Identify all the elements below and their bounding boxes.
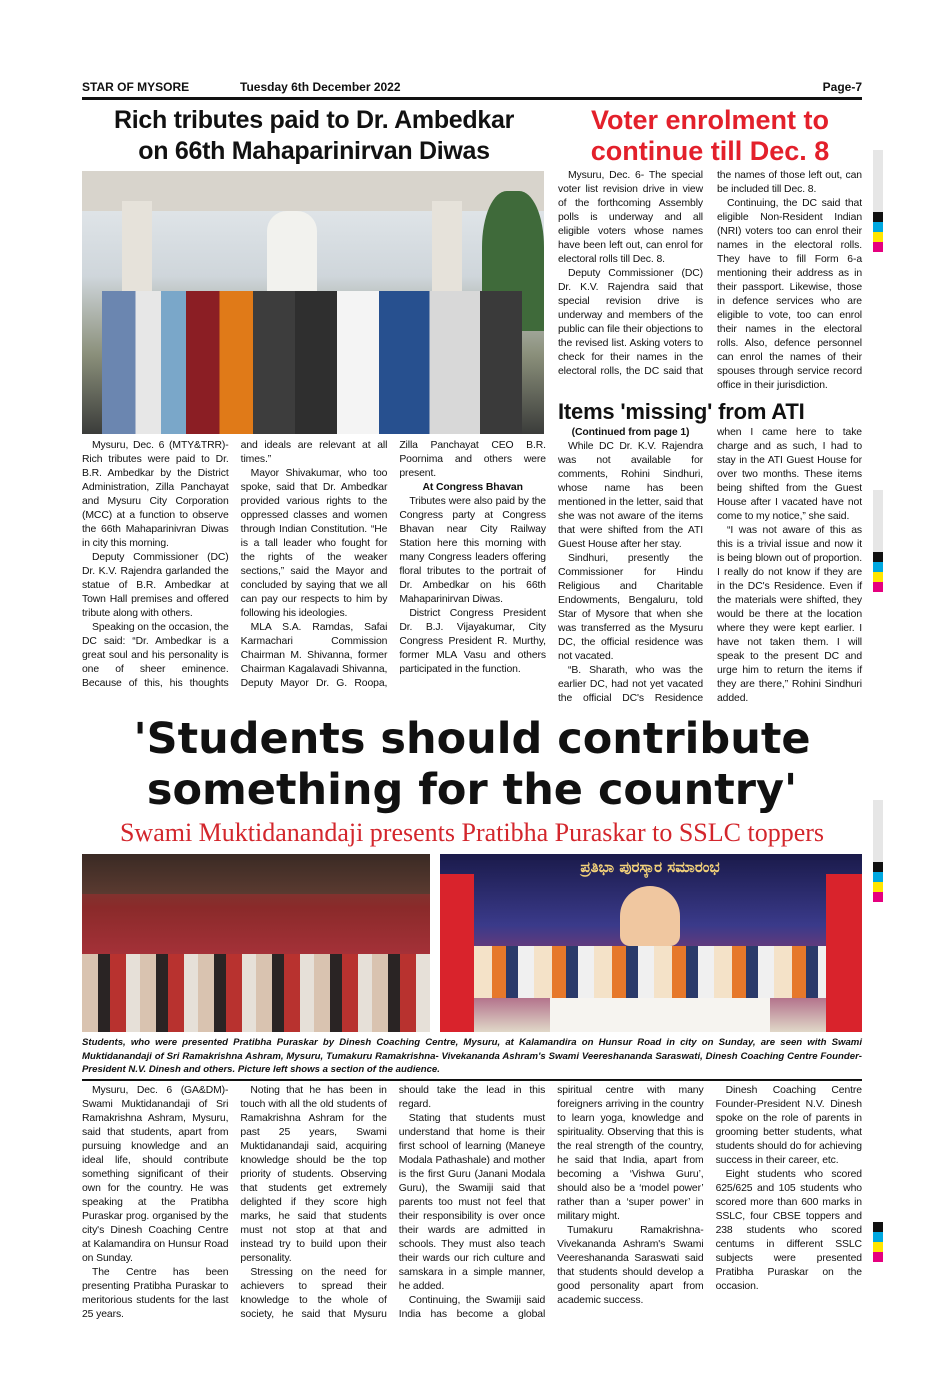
- print-registration-marks: [873, 150, 883, 252]
- article-paragraph: Mysuru, Dec. 6 (MTY&TRR)- Rich tributes were paid to Dr. B.R. Ambedkar by the District Administration, Zilla Panchayat and Mysuru City Corporation (MCC) at a function to observe the 66th Mahaparinivran Diwas in city this morning.: [82, 440, 229, 549]
- headline-line: continue till Dec. 8: [590, 136, 830, 166]
- article-paragraph: Dinesh Coaching Centre Founder-President N.V. Dinesh spoke on the role of parents in grooming better students, what students should do for achieving success in their career, etc.: [715, 1084, 862, 1166]
- print-registration-marks: [873, 1222, 883, 1262]
- voter-article-body: [558, 169, 862, 393]
- article-paragraph: Eight students who scored 625/625 and 105 students who scored more than 600 marks in SSLC, four CBSE toppers and 238 students who scored centums in different SSLC subjects were presented Pratibha Puraskar on the occasion.: [715, 1168, 862, 1292]
- ati-headline: Items 'missing' from ATI: [558, 399, 805, 424]
- article-paragraph: Tumakuru Ramakrishna-Vivekananda Ashram's Swami Veereshananda Saraswati said that students should develop a good personality apart from academic success.: [557, 1224, 704, 1306]
- page-number: Page-7: [822, 80, 862, 94]
- article-paragraph: Stating that students must understand that home is their first school of learning (Maneye Modala Pathashale) and mother is the first Guru (Janani Modala Guru), the Swamiji said that parents too must not feel that their responsibility is over once their wards are admitted in schools. They must also teach their wards our rich culture and samskara in a simple manner, he added.: [398, 1112, 546, 1292]
- photo-caption: Students, who were presented Pratibha Puraskar by Dinesh Coaching Centre, Mysuru, at Kalamandira on Hunsur Road in city on Sunday, are seen with Swami Muktidanandaji of Sri Ramakrishna Ashram, Mysuru, Tumakuru Ramakrishna- Vivekananda Ashram's Swami Veereshananda Saraswati, Dinesh Coaching Centre Founder-President N.V. Dinesh and others. Picture left shows a section of the audience.: [82, 1037, 862, 1075]
- article-paragraph: Speaking on the occasion, the DC said: “Dr. Ambedkar is a great soul and his personality is one of sheer eminence. Because of this, his thoughts and ideals are relevant at all times.”: [82, 440, 388, 689]
- ambedkar-article-body: [82, 439, 546, 691]
- article-paragraph: Deputy Commissioner (DC) Dr. K.V. Rajendra said that special revision drive is underway and members of the public can file their objections to the revised list. Asking voters to check for their names in the electoral rolls, the DC said that the names of those left out, can be included till Dec. 8.: [558, 170, 862, 377]
- print-registration-marks: [873, 490, 883, 592]
- voter-headline: [558, 105, 862, 167]
- article-paragraph: “B. Sharath, who was the earlier DC, had not yet vacated the official DC's Residence when I came here to take charge and as such, I had to stay in the ATI Guest House for over two months. These items being shifted from the Guest House after I vacated have not come to my notice,” she said.: [558, 427, 862, 704]
- article-paragraph: District Congress President Dr. B.J. Vijayakumar, City Congress President R. Murthy, former MLA Vasu and others participated in the function.: [399, 608, 546, 675]
- issue-date: Tuesday 6th December 2022: [240, 80, 401, 94]
- headline-line: Rich tributes paid to Dr. Ambedkar: [113, 106, 515, 134]
- article-paragraph: MLA S.A. Ramdas, Safai Karmachari Commission Chairman M. Shivanna, former Chairman Kagalavadi Shivanna, Deputy Mayor Dr. G. Roopa, Zilla Panchayat CEO B.R. Poornima and others were present.: [240, 440, 546, 689]
- headline-line: 'Students should contribute: [133, 714, 811, 764]
- right-column: [558, 105, 862, 706]
- ambedkar-headline: [82, 105, 546, 167]
- article-paragraph: While DC Dr. K.V. Rajendra was not available for comments, Rohini Sindhuri, whose name has been mentioned in the letter, said that she was not aware of the items that were shifted from the ATI Guest House after her stay.: [558, 441, 703, 550]
- article-paragraph: Stressing on the need for achievers to spread their knowledge to the whole of society, he said that Mysuru should take the lead in this regard.: [240, 1084, 546, 1320]
- print-registration-marks: [873, 800, 883, 902]
- headline-line: Voter enrolment to: [590, 105, 830, 135]
- stage-banner-text: ಪ್ರತಿಭಾ ಪುರಸ್ಕಾರ ಸಮಾರಂಭ: [580, 858, 720, 876]
- article-paragraph: Mysuru, Dec. 6 (GA&DM)- Swami Muktidanandaji of Sri Ramakrishna Ashram, Mysuru, said that students, apart from pursuing knowledge and an ideal life, should contribute something significant of their own for the country. He was speaking at the Pratibha Puraskar prog. organised by the city's Dinesh Coaching Centre at Kalamandira on Hunsur Road on Sunday.: [82, 1084, 229, 1264]
- article-paragraph: The Centre has been presenting Pratibha Puraskar to meritorious students for the last 25 years.: [82, 1266, 229, 1320]
- students-photos: [82, 854, 862, 1032]
- article-paragraph: Mayor Shivakumar, who too spoke, said that Dr. Ambedkar provided various rights to the oppressed classes and women through Indian Constitution. “He is a tall leader who fought for the rights of the weaker sections,” said the Mayor and concluded by saying that we all can pay our respects to him by following his ideologies.: [240, 468, 388, 619]
- header-rule: [82, 97, 862, 100]
- article-paragraph: Tributes were also paid by the Congress party at Congress Bhavan near City Railway Station here this morning with many Congress leaders offering floral tributes to the portrait of Dr. Ambedkar on his 66th Mahaparinirvan Diwas.: [399, 496, 546, 605]
- paper-name: STAR OF MYSORE: [82, 80, 190, 94]
- article-paragraph: Deputy Commissioner (DC) Dr. K.V. Rajendra garlanded the statue of B.R. Ambedkar at Town Hall premises and offered tribute along with others.: [82, 552, 229, 619]
- headline-line: something for the country': [146, 765, 798, 815]
- top-stories: [82, 105, 862, 706]
- page-header: [82, 80, 862, 97]
- ati-article-body: [558, 426, 862, 706]
- subhead-congress-bhavan: At Congress Bhavan: [422, 482, 523, 493]
- stage-photo: [440, 854, 862, 1032]
- headline-line: on 66th Mahaparinirvan Diwas: [138, 137, 490, 165]
- students-headline: [82, 714, 862, 816]
- students-subheadline: Swami Muktidanandaji presents Pratibha Puraskar to SSLC toppers: [119, 818, 825, 847]
- continued-note: (Continued from page 1): [571, 427, 690, 438]
- article-paragraph: Continuing, the Swamiji said India has become a global spiritual centre with many foreigners arriving in the country to learn yoga, knowledge and spirituality. Observing that this is the real strength of the country, he said that India, apart from becoming a ‘Vishwa Guru’, should also be a ‘model power’ rather than a ‘super power’ in military might.: [398, 1084, 704, 1320]
- audience-photo: [82, 854, 430, 1032]
- ambedkar-tribute-photo: [82, 171, 544, 434]
- article-paragraph: Mysuru, Dec. 6- The special voter list revision drive in view of the forthcoming Assembly polls is underway and all eligible voters whose names have been left out, can enrol for electoral rolls till Dec. 8.: [558, 170, 703, 265]
- article-paragraph: Noting that he has been in touch with all the old students of Ramakrishna Ashram for the past 25 years, Swami Muktidanandaji said, acquiring knowledge should be the top priority of students. Observing that students get extremely delighted if they score high marks, he said that students must not stop at that and instead try to build upon their personality.: [240, 1084, 387, 1264]
- article-paragraph: Sindhuri, presently the Commissioner for Hindu Religious and Charitable Endowments, Bengaluru, told Star of Mysore that when she was transferred as the Mysuru DC, the official residence was not vacated.: [558, 553, 703, 662]
- article-paragraph: Continuing, the DC said that eligible Non-Resident Indian (NRI) voters too can enrol their names in the electoral rolls. They have to fill Form 6-a mentioning their address as in their passport. Likewise, those in defence services who are eligible to vote, too can enrol their names in the electoral rolls. Also, defence personnel can enrol the names of their spouses through service record office in their jurisdiction.: [717, 198, 862, 391]
- ambedkar-article: [82, 105, 546, 706]
- caption-rule: [82, 1079, 862, 1081]
- article-paragraph: “I was not aware of this as this is a trivial issue and now it is being blown out of proportion. I really do not know if they are in the DC's Residence. Even if the materials were shifted, they would be there at the location where they were kept earlier. I have not taken them. I will speak to the present DC and urge him to return the items if they are there,” Rohini Sindhuri added.: [717, 525, 862, 704]
- newspaper-page: [82, 0, 862, 1382]
